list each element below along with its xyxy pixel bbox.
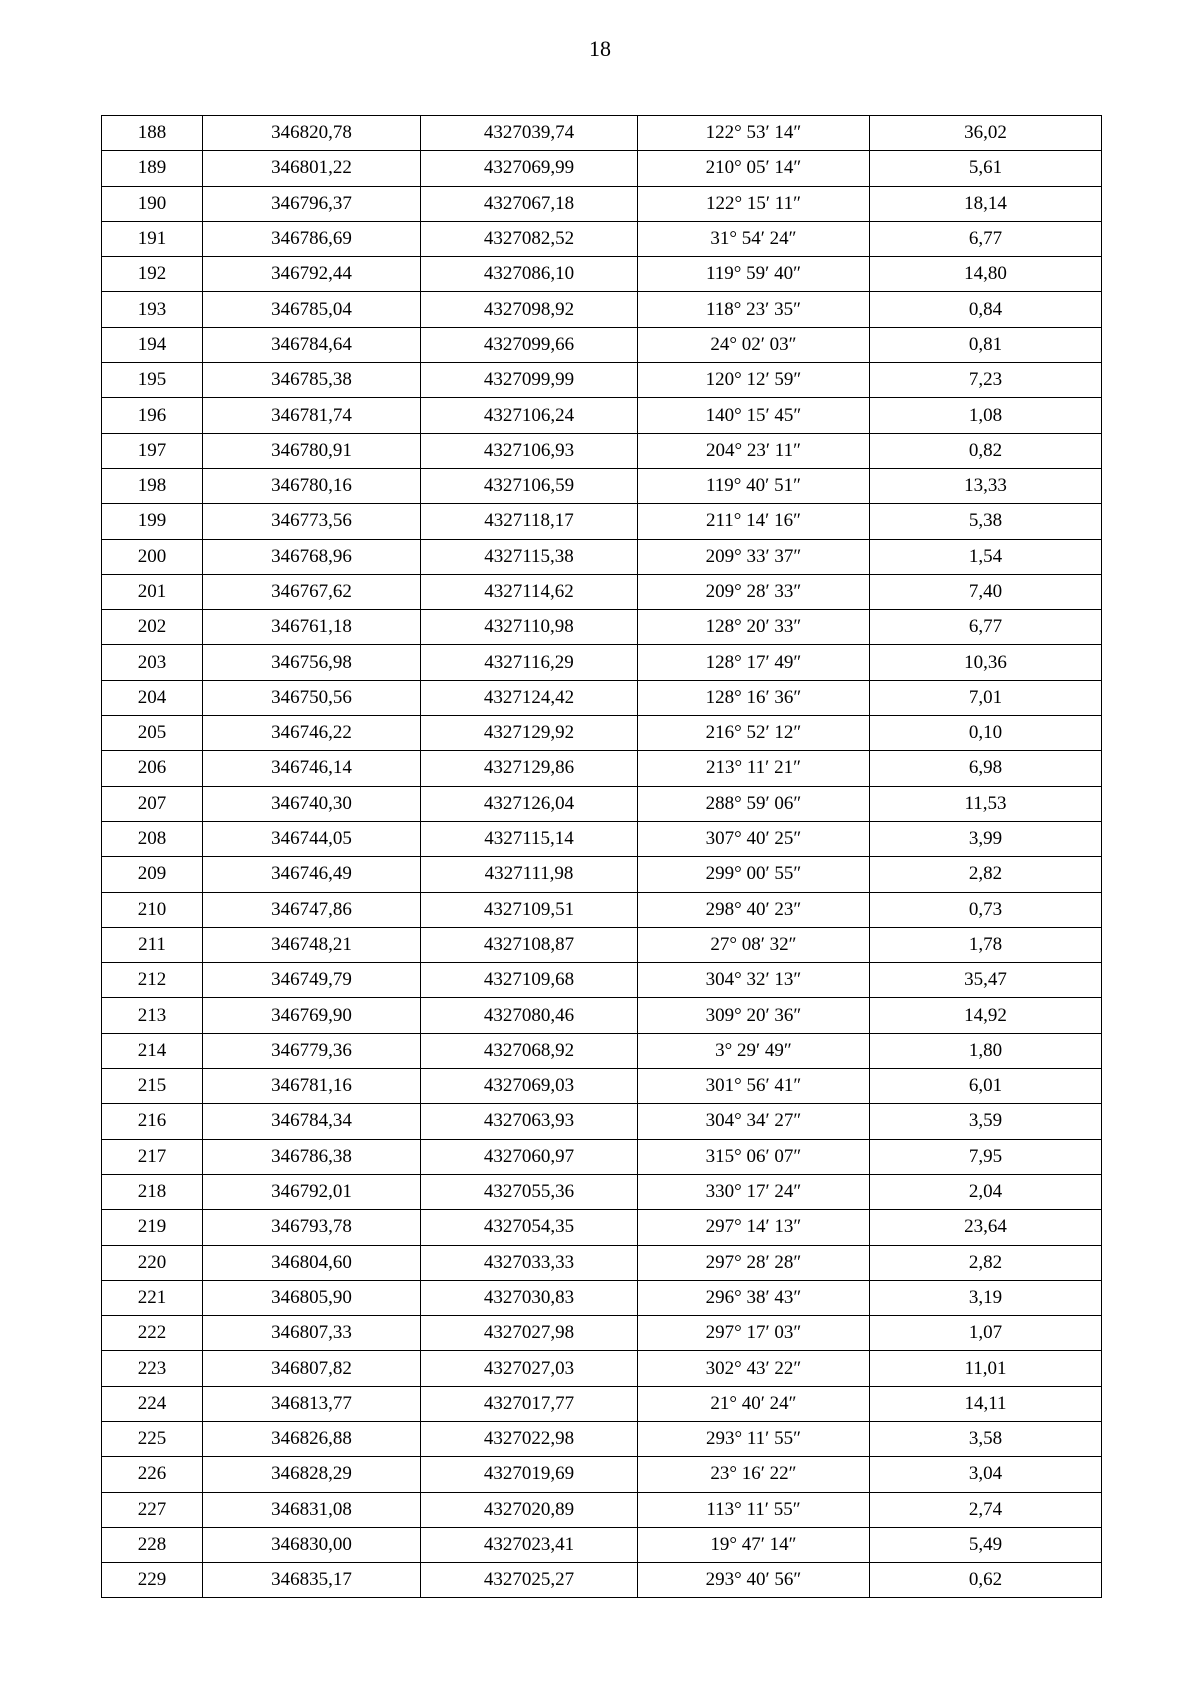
point-number-cell: 207 bbox=[102, 786, 203, 821]
point-number-cell: 200 bbox=[102, 539, 203, 574]
x-coordinate-cell: 346781,74 bbox=[203, 398, 421, 433]
y-coordinate-cell: 4327068,92 bbox=[421, 1033, 638, 1068]
table-row bbox=[102, 292, 1102, 327]
distance-cell: 7,01 bbox=[870, 680, 1102, 715]
x-coordinate-cell: 346780,16 bbox=[203, 468, 421, 503]
x-coordinate-cell: 346769,90 bbox=[203, 998, 421, 1033]
point-number-cell: 224 bbox=[102, 1386, 203, 1421]
table-row bbox=[102, 221, 1102, 256]
point-number-cell: 199 bbox=[102, 504, 203, 539]
bearing-cell: 297° 28′ 28″ bbox=[638, 1245, 870, 1280]
point-number-cell: 192 bbox=[102, 257, 203, 292]
y-coordinate-cell: 4327027,03 bbox=[421, 1351, 638, 1386]
table-row bbox=[102, 1492, 1102, 1527]
bearing-cell: 210° 05′ 14″ bbox=[638, 151, 870, 186]
point-number-cell: 221 bbox=[102, 1280, 203, 1315]
coordinates-table bbox=[101, 115, 1102, 1598]
table-row bbox=[102, 1316, 1102, 1351]
distance-cell: 6,01 bbox=[870, 1069, 1102, 1104]
y-coordinate-cell: 4327023,41 bbox=[421, 1527, 638, 1562]
y-coordinate-cell: 4327109,51 bbox=[421, 892, 638, 927]
point-number-cell: 225 bbox=[102, 1421, 203, 1456]
distance-cell: 36,02 bbox=[870, 116, 1102, 151]
table-row bbox=[102, 1563, 1102, 1598]
x-coordinate-cell: 346761,18 bbox=[203, 610, 421, 645]
table-row bbox=[102, 151, 1102, 186]
bearing-cell: 119° 59′ 40″ bbox=[638, 257, 870, 292]
x-coordinate-cell: 346792,01 bbox=[203, 1174, 421, 1209]
table-row bbox=[102, 1174, 1102, 1209]
distance-cell: 11,01 bbox=[870, 1351, 1102, 1386]
table-row bbox=[102, 433, 1102, 468]
distance-cell: 6,98 bbox=[870, 751, 1102, 786]
x-coordinate-cell: 346793,78 bbox=[203, 1210, 421, 1245]
distance-cell: 23,64 bbox=[870, 1210, 1102, 1245]
x-coordinate-cell: 346767,62 bbox=[203, 574, 421, 609]
table-row bbox=[102, 1033, 1102, 1068]
x-coordinate-cell: 346744,05 bbox=[203, 821, 421, 856]
y-coordinate-cell: 4327129,92 bbox=[421, 716, 638, 751]
point-number-cell: 189 bbox=[102, 151, 203, 186]
y-coordinate-cell: 4327020,89 bbox=[421, 1492, 638, 1527]
point-number-cell: 228 bbox=[102, 1527, 203, 1562]
y-coordinate-cell: 4327099,99 bbox=[421, 363, 638, 398]
y-coordinate-cell: 4327054,35 bbox=[421, 1210, 638, 1245]
y-coordinate-cell: 4327115,38 bbox=[421, 539, 638, 574]
bearing-cell: 23° 16′ 22″ bbox=[638, 1457, 870, 1492]
point-number-cell: 202 bbox=[102, 610, 203, 645]
table-row bbox=[102, 1280, 1102, 1315]
bearing-cell: 31° 54′ 24″ bbox=[638, 221, 870, 256]
bearing-cell: 301° 56′ 41″ bbox=[638, 1069, 870, 1104]
distance-cell: 2,82 bbox=[870, 1245, 1102, 1280]
table-row bbox=[102, 1386, 1102, 1421]
bearing-cell: 21° 40′ 24″ bbox=[638, 1386, 870, 1421]
distance-cell: 1,07 bbox=[870, 1316, 1102, 1351]
y-coordinate-cell: 4327017,77 bbox=[421, 1386, 638, 1421]
bearing-cell: 122° 15′ 11″ bbox=[638, 186, 870, 221]
table-row bbox=[102, 1457, 1102, 1492]
x-coordinate-cell: 346826,88 bbox=[203, 1421, 421, 1456]
point-number-cell: 226 bbox=[102, 1457, 203, 1492]
y-coordinate-cell: 4327063,93 bbox=[421, 1104, 638, 1139]
point-number-cell: 210 bbox=[102, 892, 203, 927]
x-coordinate-cell: 346749,79 bbox=[203, 963, 421, 998]
x-coordinate-cell: 346746,14 bbox=[203, 751, 421, 786]
distance-cell: 11,53 bbox=[870, 786, 1102, 821]
x-coordinate-cell: 346792,44 bbox=[203, 257, 421, 292]
bearing-cell: 330° 17′ 24″ bbox=[638, 1174, 870, 1209]
y-coordinate-cell: 4327080,46 bbox=[421, 998, 638, 1033]
distance-cell: 2,04 bbox=[870, 1174, 1102, 1209]
x-coordinate-cell: 346804,60 bbox=[203, 1245, 421, 1280]
y-coordinate-cell: 4327116,29 bbox=[421, 645, 638, 680]
bearing-cell: 211° 14′ 16″ bbox=[638, 504, 870, 539]
bearing-cell: 297° 14′ 13″ bbox=[638, 1210, 870, 1245]
distance-cell: 5,61 bbox=[870, 151, 1102, 186]
table-row bbox=[102, 963, 1102, 998]
bearing-cell: 288° 59′ 06″ bbox=[638, 786, 870, 821]
point-number-cell: 203 bbox=[102, 645, 203, 680]
point-number-cell: 212 bbox=[102, 963, 203, 998]
bearing-cell: 204° 23′ 11″ bbox=[638, 433, 870, 468]
distance-cell: 2,74 bbox=[870, 1492, 1102, 1527]
bearing-cell: 19° 47′ 14″ bbox=[638, 1527, 870, 1562]
table-row bbox=[102, 1527, 1102, 1562]
y-coordinate-cell: 4327114,62 bbox=[421, 574, 638, 609]
table-row bbox=[102, 539, 1102, 574]
point-number-cell: 218 bbox=[102, 1174, 203, 1209]
x-coordinate-cell: 346828,29 bbox=[203, 1457, 421, 1492]
bearing-cell: 304° 32′ 13″ bbox=[638, 963, 870, 998]
x-coordinate-cell: 346746,49 bbox=[203, 857, 421, 892]
table-row bbox=[102, 1210, 1102, 1245]
y-coordinate-cell: 4327124,42 bbox=[421, 680, 638, 715]
y-coordinate-cell: 4327111,98 bbox=[421, 857, 638, 892]
distance-cell: 0,82 bbox=[870, 433, 1102, 468]
distance-cell: 10,36 bbox=[870, 645, 1102, 680]
x-coordinate-cell: 346830,00 bbox=[203, 1527, 421, 1562]
y-coordinate-cell: 4327060,97 bbox=[421, 1139, 638, 1174]
table-row bbox=[102, 468, 1102, 503]
table-row bbox=[102, 610, 1102, 645]
distance-cell: 14,11 bbox=[870, 1386, 1102, 1421]
point-number-cell: 214 bbox=[102, 1033, 203, 1068]
bearing-cell: 309° 20′ 36″ bbox=[638, 998, 870, 1033]
table-row bbox=[102, 998, 1102, 1033]
y-coordinate-cell: 4327033,33 bbox=[421, 1245, 638, 1280]
distance-cell: 6,77 bbox=[870, 610, 1102, 645]
bearing-cell: 315° 06′ 07″ bbox=[638, 1139, 870, 1174]
table-row bbox=[102, 574, 1102, 609]
y-coordinate-cell: 4327098,92 bbox=[421, 292, 638, 327]
distance-cell: 35,47 bbox=[870, 963, 1102, 998]
point-number-cell: 195 bbox=[102, 363, 203, 398]
distance-cell: 14,92 bbox=[870, 998, 1102, 1033]
point-number-cell: 215 bbox=[102, 1069, 203, 1104]
table-row bbox=[102, 116, 1102, 151]
point-number-cell: 220 bbox=[102, 1245, 203, 1280]
bearing-cell: 120° 12′ 59″ bbox=[638, 363, 870, 398]
distance-cell: 7,95 bbox=[870, 1139, 1102, 1174]
distance-cell: 1,80 bbox=[870, 1033, 1102, 1068]
x-coordinate-cell: 346740,30 bbox=[203, 786, 421, 821]
point-number-cell: 194 bbox=[102, 327, 203, 362]
distance-cell: 7,40 bbox=[870, 574, 1102, 609]
point-number-cell: 222 bbox=[102, 1316, 203, 1351]
y-coordinate-cell: 4327019,69 bbox=[421, 1457, 638, 1492]
bearing-cell: 216° 52′ 12″ bbox=[638, 716, 870, 751]
x-coordinate-cell: 346835,17 bbox=[203, 1563, 421, 1598]
table-row bbox=[102, 645, 1102, 680]
y-coordinate-cell: 4327055,36 bbox=[421, 1174, 638, 1209]
x-coordinate-cell: 346768,96 bbox=[203, 539, 421, 574]
x-coordinate-cell: 346796,37 bbox=[203, 186, 421, 221]
table-row bbox=[102, 927, 1102, 962]
bearing-cell: 122° 53′ 14″ bbox=[638, 116, 870, 151]
point-number-cell: 209 bbox=[102, 857, 203, 892]
distance-cell: 1,78 bbox=[870, 927, 1102, 962]
y-coordinate-cell: 4327106,59 bbox=[421, 468, 638, 503]
bearing-cell: 293° 40′ 56″ bbox=[638, 1563, 870, 1598]
point-number-cell: 213 bbox=[102, 998, 203, 1033]
x-coordinate-cell: 346786,69 bbox=[203, 221, 421, 256]
table-row bbox=[102, 1139, 1102, 1174]
table-row bbox=[102, 257, 1102, 292]
table-row bbox=[102, 680, 1102, 715]
point-number-cell: 191 bbox=[102, 221, 203, 256]
distance-cell: 5,49 bbox=[870, 1527, 1102, 1562]
table-row bbox=[102, 186, 1102, 221]
y-coordinate-cell: 4327039,74 bbox=[421, 116, 638, 151]
bearing-cell: 307° 40′ 25″ bbox=[638, 821, 870, 856]
x-coordinate-cell: 346747,86 bbox=[203, 892, 421, 927]
x-coordinate-cell: 346801,22 bbox=[203, 151, 421, 186]
x-coordinate-cell: 346748,21 bbox=[203, 927, 421, 962]
y-coordinate-cell: 4327108,87 bbox=[421, 927, 638, 962]
y-coordinate-cell: 4327022,98 bbox=[421, 1421, 638, 1456]
point-number-cell: 217 bbox=[102, 1139, 203, 1174]
bearing-cell: 296° 38′ 43″ bbox=[638, 1280, 870, 1315]
bearing-cell: 113° 11′ 55″ bbox=[638, 1492, 870, 1527]
point-number-cell: 204 bbox=[102, 680, 203, 715]
distance-cell: 13,33 bbox=[870, 468, 1102, 503]
y-coordinate-cell: 4327030,83 bbox=[421, 1280, 638, 1315]
x-coordinate-cell: 346773,56 bbox=[203, 504, 421, 539]
point-number-cell: 197 bbox=[102, 433, 203, 468]
table-row bbox=[102, 1245, 1102, 1280]
x-coordinate-cell: 346805,90 bbox=[203, 1280, 421, 1315]
y-coordinate-cell: 4327025,27 bbox=[421, 1563, 638, 1598]
table-row bbox=[102, 1421, 1102, 1456]
point-number-cell: 205 bbox=[102, 716, 203, 751]
y-coordinate-cell: 4327129,86 bbox=[421, 751, 638, 786]
y-coordinate-cell: 4327115,14 bbox=[421, 821, 638, 856]
bearing-cell: 302° 43′ 22″ bbox=[638, 1351, 870, 1386]
x-coordinate-cell: 346820,78 bbox=[203, 116, 421, 151]
table-row bbox=[102, 504, 1102, 539]
distance-cell: 3,04 bbox=[870, 1457, 1102, 1492]
table-row bbox=[102, 1104, 1102, 1139]
x-coordinate-cell: 346756,98 bbox=[203, 645, 421, 680]
distance-cell: 1,08 bbox=[870, 398, 1102, 433]
x-coordinate-cell: 346785,38 bbox=[203, 363, 421, 398]
bearing-cell: 213° 11′ 21″ bbox=[638, 751, 870, 786]
point-number-cell: 198 bbox=[102, 468, 203, 503]
bearing-cell: 128° 16′ 36″ bbox=[638, 680, 870, 715]
y-coordinate-cell: 4327069,03 bbox=[421, 1069, 638, 1104]
x-coordinate-cell: 346784,64 bbox=[203, 327, 421, 362]
x-coordinate-cell: 346807,82 bbox=[203, 1351, 421, 1386]
table-row bbox=[102, 1069, 1102, 1104]
bearing-cell: 24° 02′ 03″ bbox=[638, 327, 870, 362]
bearing-cell: 297° 17′ 03″ bbox=[638, 1316, 870, 1351]
x-coordinate-cell: 346780,91 bbox=[203, 433, 421, 468]
bearing-cell: 128° 17′ 49″ bbox=[638, 645, 870, 680]
table-row bbox=[102, 398, 1102, 433]
point-number-cell: 211 bbox=[102, 927, 203, 962]
y-coordinate-cell: 4327099,66 bbox=[421, 327, 638, 362]
bearing-cell: 304° 34′ 27″ bbox=[638, 1104, 870, 1139]
y-coordinate-cell: 4327086,10 bbox=[421, 257, 638, 292]
bearing-cell: 3° 29′ 49″ bbox=[638, 1033, 870, 1068]
x-coordinate-cell: 346785,04 bbox=[203, 292, 421, 327]
x-coordinate-cell: 346750,56 bbox=[203, 680, 421, 715]
distance-cell: 5,38 bbox=[870, 504, 1102, 539]
table-row bbox=[102, 1351, 1102, 1386]
point-number-cell: 188 bbox=[102, 116, 203, 151]
x-coordinate-cell: 346831,08 bbox=[203, 1492, 421, 1527]
distance-cell: 14,80 bbox=[870, 257, 1102, 292]
bearing-cell: 118° 23′ 35″ bbox=[638, 292, 870, 327]
bearing-cell: 209° 33′ 37″ bbox=[638, 539, 870, 574]
distance-cell: 3,59 bbox=[870, 1104, 1102, 1139]
distance-cell: 0,81 bbox=[870, 327, 1102, 362]
y-coordinate-cell: 4327106,24 bbox=[421, 398, 638, 433]
x-coordinate-cell: 346781,16 bbox=[203, 1069, 421, 1104]
table-row bbox=[102, 716, 1102, 751]
table-row bbox=[102, 363, 1102, 398]
page-number: 18 bbox=[589, 36, 611, 61]
distance-cell: 3,99 bbox=[870, 821, 1102, 856]
table-row bbox=[102, 327, 1102, 362]
point-number-cell: 206 bbox=[102, 751, 203, 786]
table-row bbox=[102, 751, 1102, 786]
distance-cell: 1,54 bbox=[870, 539, 1102, 574]
y-coordinate-cell: 4327067,18 bbox=[421, 186, 638, 221]
distance-cell: 0,84 bbox=[870, 292, 1102, 327]
point-number-cell: 190 bbox=[102, 186, 203, 221]
table-row bbox=[102, 786, 1102, 821]
y-coordinate-cell: 4327110,98 bbox=[421, 610, 638, 645]
bearing-cell: 140° 15′ 45″ bbox=[638, 398, 870, 433]
bearing-cell: 298° 40′ 23″ bbox=[638, 892, 870, 927]
point-number-cell: 227 bbox=[102, 1492, 203, 1527]
point-number-cell: 219 bbox=[102, 1210, 203, 1245]
bearing-cell: 293° 11′ 55″ bbox=[638, 1421, 870, 1456]
point-number-cell: 229 bbox=[102, 1563, 203, 1598]
coordinates-table-body bbox=[102, 116, 1102, 1598]
point-number-cell: 196 bbox=[102, 398, 203, 433]
x-coordinate-cell: 346784,34 bbox=[203, 1104, 421, 1139]
x-coordinate-cell: 346807,33 bbox=[203, 1316, 421, 1351]
point-number-cell: 216 bbox=[102, 1104, 203, 1139]
bearing-cell: 209° 28′ 33″ bbox=[638, 574, 870, 609]
bearing-cell: 299° 00′ 55″ bbox=[638, 857, 870, 892]
distance-cell: 0,62 bbox=[870, 1563, 1102, 1598]
distance-cell: 0,73 bbox=[870, 892, 1102, 927]
point-number-cell: 223 bbox=[102, 1351, 203, 1386]
bearing-cell: 27° 08′ 32″ bbox=[638, 927, 870, 962]
y-coordinate-cell: 4327082,52 bbox=[421, 221, 638, 256]
bearing-cell: 128° 20′ 33″ bbox=[638, 610, 870, 645]
distance-cell: 6,77 bbox=[870, 221, 1102, 256]
x-coordinate-cell: 346779,36 bbox=[203, 1033, 421, 1068]
distance-cell: 3,58 bbox=[870, 1421, 1102, 1456]
distance-cell: 3,19 bbox=[870, 1280, 1102, 1315]
bearing-cell: 119° 40′ 51″ bbox=[638, 468, 870, 503]
y-coordinate-cell: 4327069,99 bbox=[421, 151, 638, 186]
x-coordinate-cell: 346786,38 bbox=[203, 1139, 421, 1174]
distance-cell: 2,82 bbox=[870, 857, 1102, 892]
distance-cell: 7,23 bbox=[870, 363, 1102, 398]
table-row bbox=[102, 892, 1102, 927]
y-coordinate-cell: 4327126,04 bbox=[421, 786, 638, 821]
y-coordinate-cell: 4327106,93 bbox=[421, 433, 638, 468]
point-number-cell: 208 bbox=[102, 821, 203, 856]
x-coordinate-cell: 346746,22 bbox=[203, 716, 421, 751]
y-coordinate-cell: 4327118,17 bbox=[421, 504, 638, 539]
y-coordinate-cell: 4327027,98 bbox=[421, 1316, 638, 1351]
point-number-cell: 193 bbox=[102, 292, 203, 327]
x-coordinate-cell: 346813,77 bbox=[203, 1386, 421, 1421]
table-row bbox=[102, 821, 1102, 856]
y-coordinate-cell: 4327109,68 bbox=[421, 963, 638, 998]
distance-cell: 18,14 bbox=[870, 186, 1102, 221]
distance-cell: 0,10 bbox=[870, 716, 1102, 751]
table-row bbox=[102, 857, 1102, 892]
point-number-cell: 201 bbox=[102, 574, 203, 609]
